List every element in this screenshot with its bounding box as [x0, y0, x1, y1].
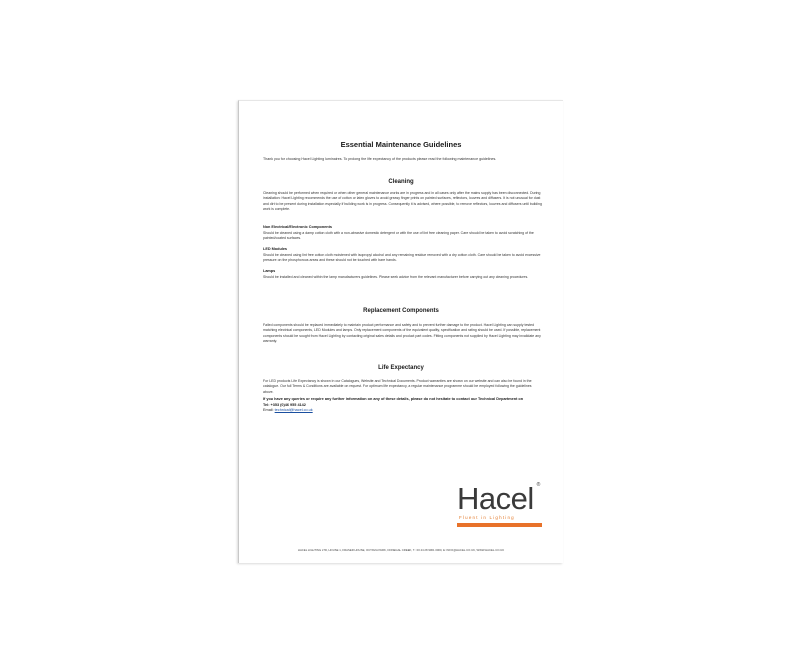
- contact-text: If you have any queries or require any further information on any of these details, please do not hesitate to contact our Technical Department on: [263, 397, 524, 401]
- contact-email-row: [263, 408, 543, 414]
- replacement-body: Failed components should be replaced immediately to maintain product performance and safety and to prevent further damage to the product. Hacel Lighting can supply tested matching electrical components, LED Modules and lamps. Only replacement components of the equivalent quality, specification and rating should be used. If possible, replacement components should be sought from Hacel Lighting by contacting original sales details and product part codes. Fitting components not supplied by Hacel Lighting may invalidate any warranty.: [263, 323, 541, 344]
- life-heading: Life Expectancy: [378, 365, 424, 371]
- cleaning-heading: Cleaning: [388, 179, 414, 185]
- logo-wordmark: [457, 481, 540, 516]
- contact-email-link[interactable]: technical@hacel.co.uk: [274, 408, 313, 413]
- lamps-text: Should be installed and cleaned within the lamp manufacturers guidelines. Please seek advice from the relevant manufacturer before carrying out any cleaning procedures.: [263, 275, 529, 279]
- hacel-logo: [457, 483, 547, 527]
- document-page: [238, 100, 563, 563]
- lamps-title: Lamps: [263, 269, 276, 273]
- non-electrical-text: Should be cleaned using a damp cotton cloth with a non-abrasive domestic detergent or with the use of lint free cleaning paper. Care should be taken to avoid scratching of the painted/coated surfaces.: [263, 231, 534, 241]
- led-modules-text: Should be cleaned using lint free cotton cloth moistened with isopropyl alcohol and any remaining residue removed with a dry cotton cloth. Care should be taken to avoid excessive pressure on the phosphorous areas and these should not be touched with bare hands.: [263, 253, 541, 263]
- led-modules-title: LED Modules: [263, 247, 288, 251]
- contact-email-label: Email:: [263, 408, 274, 413]
- replacement-heading: Replacement Components: [363, 308, 439, 314]
- logo-name: Hacel: [457, 481, 534, 516]
- contact-phone: Tel: +353 (0)46 955 4142: [263, 402, 306, 407]
- non-electrical-title: Non Electrical/Electronic Components: [263, 225, 332, 229]
- cleaning-body: Cleaning should be performed when required or when other general maintenance works are in progress and in all cases only after the mains supply has been disconnected. During installation: Hacel Lighting recommends the use of cotton or latex gloves to avoid greasy finger prints on painted surfaces, reflectors, louvres and diffusers. It is not unusual for dust and dirt to be present during installation especially if building work is in progress. Consequently it is advised, where possible, to remove reflectors, louvres and diffusers until building work is complete.: [263, 191, 542, 212]
- life-body: For LED products Life Expectancy is shown in our Catalogues, Website and Technical Documents. Product warranties are shown on our website and can also be found in the catalogue. Our full Terms & Conditions are available on request. For optimum life expectancy, a regular maintenance programme should be employed following the guidelines above.: [263, 379, 532, 394]
- logo-tagline: Fluent in Lighting: [459, 515, 515, 520]
- footer-address: HACEL LIGHTING LTD, HOUSE 1, FRASER HOUSE, OCTAVIA PARK, DONEGAL CREEK, T.: 00 44 28 9061 0000, E: INFO@HACEL.CO.UK, WWW.HACEL.CO.UK: [297, 548, 505, 552]
- intro-text: Thank you for choosing Hacel Lighting luminaires. To prolong the life expectancy of the products please read the following maintenance guidelines.: [263, 157, 497, 161]
- registered-mark: ®: [536, 482, 540, 488]
- contact-block: [263, 397, 543, 414]
- logo-orange-bar: [457, 523, 542, 527]
- document-title: Essential Maintenance Guidelines: [340, 140, 462, 149]
